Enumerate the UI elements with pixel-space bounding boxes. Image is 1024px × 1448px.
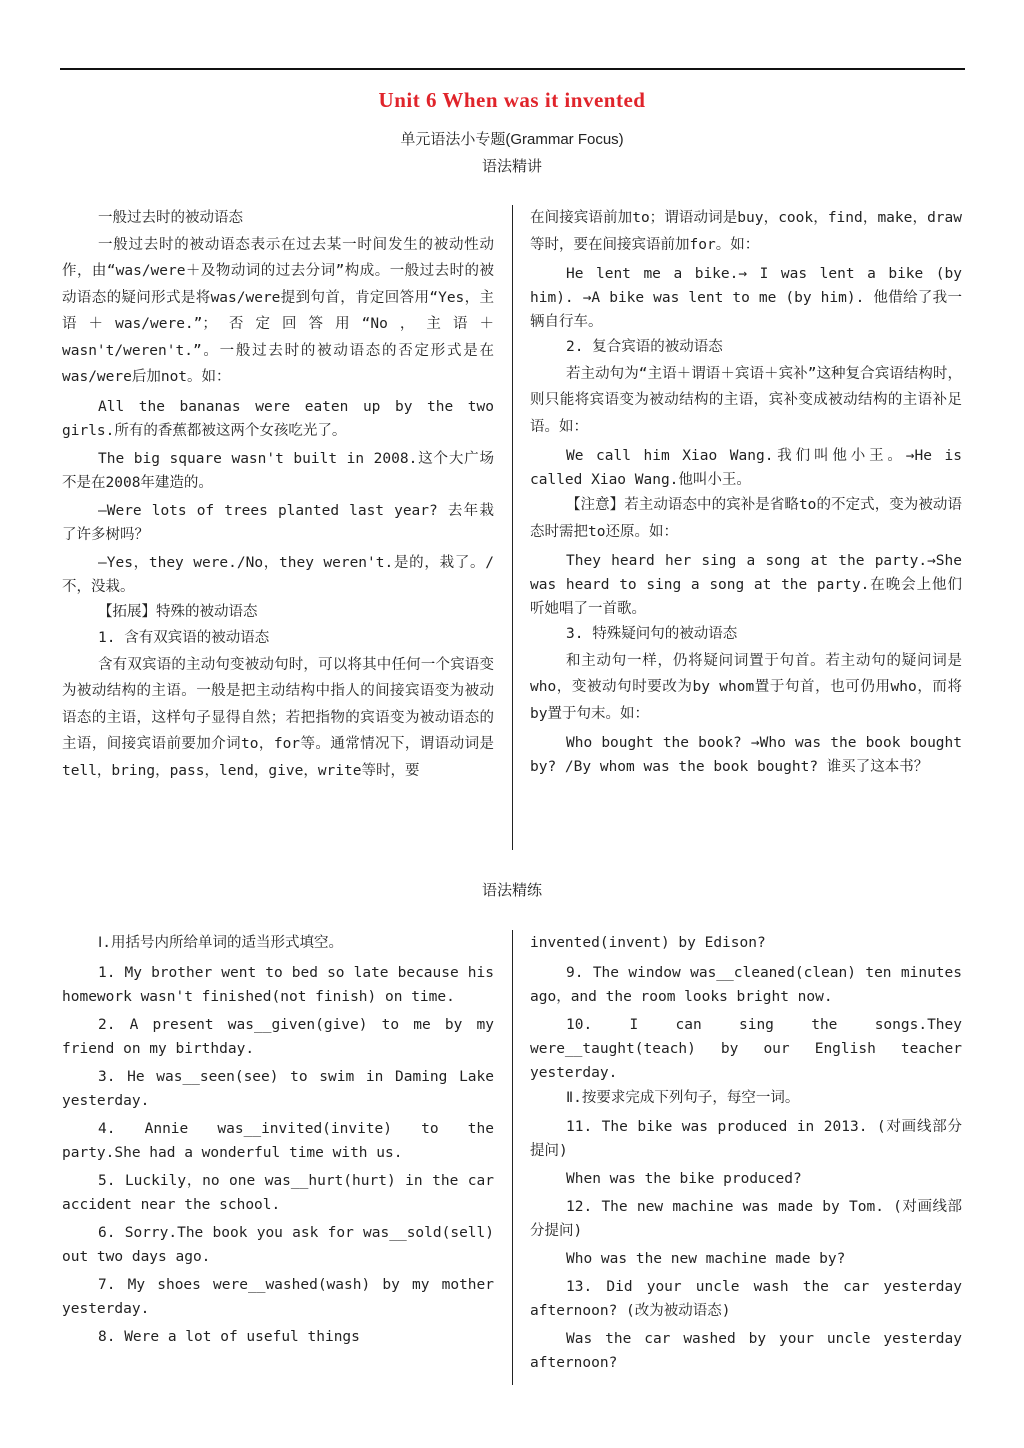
exercise-item: 2. A present was__given(give) to me by my friend on my birthday. [62,1016,494,1057]
paragraph: 一般过去时的被动语态表示在过去某一时间发生的被动性动作，由“was/were＋及物动词的过去分词”构成。一般过去时的被动语态的疑问形式是将was/were提到句首，肯定回答用“Yes，主语＋was/were.”；否定回答用“No，主语＋wasn't/weren't.”。一般过去时的被动语态的否定形式是在was/were后加not。如： [62,236,494,385]
example-sentence: He lent me a bike.→ I was lent a bike (by him). →A bike was lent to me (by him). 他借给了我一辆自行车。 [530,266,962,330]
paragraph: 1. 含有双宾语的被动语态 [98,630,270,646]
exercise-item: 1. My brother went to bed so late because his homework wasn't finished(not finish) on time. [62,964,494,1005]
exercise-item: 7. My shoes were__washed(wash) by my mother yesterday. [62,1276,494,1317]
exercise-item: 9. The window was__cleaned(clean) ten minutes ago，and the room looks bright now. [530,964,962,1005]
paragraph: 含有双宾语的主动句变被动句时，可以将其中任何一个宾语变为被动结构的主语。一般是把主动结构中指人的间接宾语变为被动语态的主语，这样句子显得自然；若把指物的宾语变为被动语态的主语，间接宾语前要加介词to，for等。通常情况下，谓语动词是tell，bring，pass，lend，give，write等时，要 [62,656,494,779]
column-divider [512,930,513,1385]
page-title: Unit 6 When was it invented [378,88,646,112]
exercise-item: 10. I can sing the songs.They were__taught(teach) by our English teacher yesterday. [530,1016,962,1081]
practice-right-column [530,930,962,1375]
paragraph: 若主动句为“主语＋谓语＋宾语＋宾补”这种复合宾语结构时，则只能将宾语变为被动结构的主语，宾补变成被动结构的主语补足语。如： [530,365,962,435]
paragraph: 一般过去时的被动语态 [98,210,243,226]
paragraph: 【注意】若主动语态中的宾补是省略to的不定式，变为被动语态时需把to还原。如： [530,497,962,540]
paragraph: 【拓展】特殊的被动语态 [98,603,258,620]
exercise-item: 8. Were a lot of useful things [98,1328,360,1345]
practice-left-column [62,930,494,1349]
exercise-answer: Who was the new machine made by? [566,1251,846,1267]
exercise-item: 11. The bike was produced in 2013. (对画线部分提问) [530,1119,962,1159]
grammar-right-column [530,205,962,779]
example-sentence: The big square wasn't built in 2008.这个大广场不是在2008年建造的。 [62,450,494,491]
paragraph: 在间接宾语前加to；谓语动词是buy，cook，find，make，draw等时，要在间接宾语前加for。如： [530,210,962,253]
example-sentence: Who bought the book? →Who was the book bought by? /By whom was the book bought? 谁买了这本书？ [530,735,962,775]
example-sentence: We call him Xiao Wang.我们叫他小王。→He is called Xiao Wang.他叫小王。 [530,448,962,488]
column-divider [512,205,513,850]
paragraph: 2. 复合宾语的被动语态 [566,339,723,355]
exercise-item: 4. Annie was__invited(invite) to the party.She had a wonderful time with us. [62,1120,494,1161]
exercise-item: 6. Sorry.The book you ask for was__sold(sell) out two days ago. [62,1224,494,1265]
example-sentence: They heard her sing a song at the party.→She was heard to sing a song at the party.在晚会上他们听她唱了一首歌。 [530,553,962,617]
section-heading-grammar: 语法精讲 [481,158,542,175]
exercise-answer: Was the car washed by your uncle yesterday afternoon? [530,1331,962,1371]
exercise-item: 5. Luckily，no one was__hurt(hurt) in the car accident near the school. [62,1172,494,1213]
paragraph: 和主动句一样，仍将疑问词置于句首。若主动句的疑问词是who，变被动句时要改为by whom置于句首，也可仍用who，而将 by置于句末。如： [530,652,962,722]
instruction: Ⅱ.按要求完成下列句子，每空一词。 [566,1089,800,1106]
instruction: Ⅰ.用括号内所给单词的适当形式填空。 [98,935,344,951]
grammar-left-column [62,205,494,784]
exercise-item: 13. Did your uncle wash the car yesterday afternoon? (改为被动语态) [530,1279,962,1319]
exercise-item: invented(invent) by Edison? [530,935,766,951]
exercise-item: 12. The new machine was made by Tom. (对画线部分提问) [530,1199,962,1239]
top-rule [60,68,965,70]
example-sentence: All the bananas were eaten up by the two girls.所有的香蕉都被这两个女孩吃光了。 [62,398,494,439]
example-sentence: —Yes，they were./No，they weren't.是的，栽了。/不，没栽。 [62,554,494,595]
example-sentence: —Were lots of trees planted last year? 去年栽了许多树吗？ [62,502,494,543]
exercise-answer: When was the bike produced? [566,1171,802,1187]
exercise-item: 3. He was__seen(see) to swim in Daming Lake yesterday. [62,1068,494,1109]
paragraph: 3. 特殊疑问句的被动语态 [566,626,738,642]
section-heading-practice: 语法精练 [481,882,542,899]
page-subtitle: 单元语法小专题(Grammar Focus) [400,131,624,148]
